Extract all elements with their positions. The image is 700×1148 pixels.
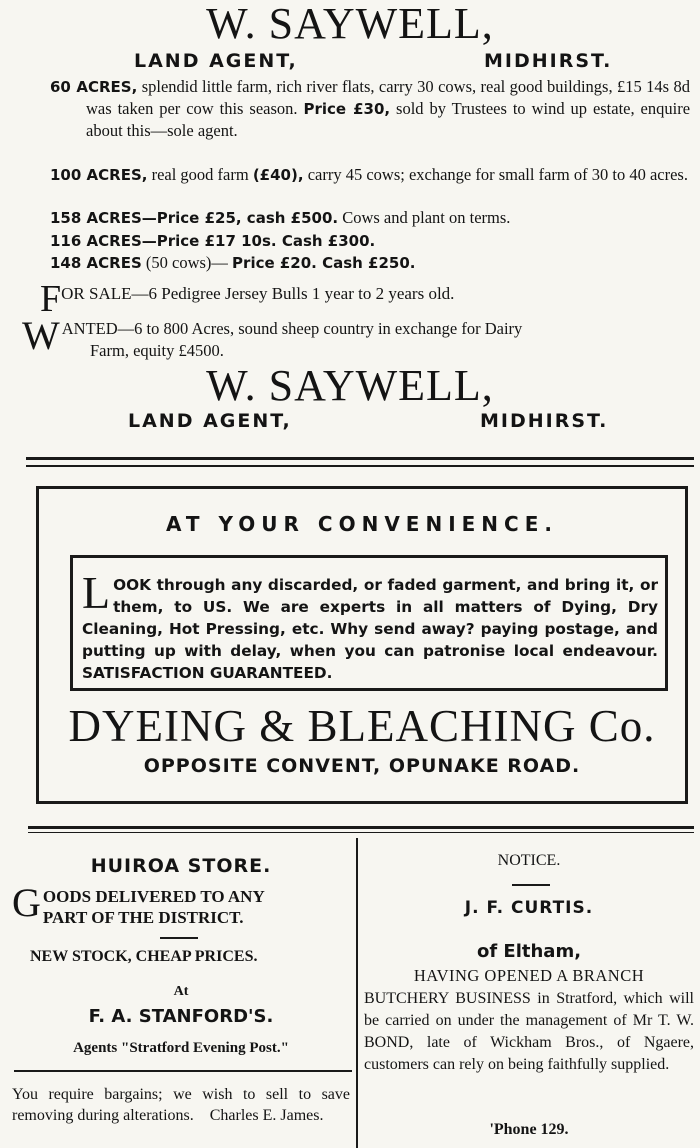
listing-116 (50, 230, 690, 252)
notice-of: of Eltham, (476, 941, 582, 962)
saywell-footer-place: MIDHIRST. (480, 410, 609, 432)
dyeing-body-text: OOK through any discarded, or faded garment, and bring it, or them, to US. We are experts in all matters of Dying, Dry Cleaning, Hot Pressing, etc. Why send away? paying postage, and putting up with delay, when you can patronise local endeavour. SATISFACTION GUARANTEED. (82, 576, 658, 682)
saywell-role: LAND AGENT, (134, 50, 298, 72)
listing-acres: 100 ACRES, (50, 166, 148, 184)
wanted-line-2: Farm, equity £4500. (90, 341, 224, 360)
listing-price: (£40), (252, 166, 304, 184)
separator-rule (26, 457, 694, 460)
listing-acres: 116 ACRES—Price £17 10s. Cash £300. (50, 232, 376, 250)
short-rule (160, 937, 198, 939)
dyeing-dropcap: L (82, 567, 111, 618)
bargains-ad (12, 1084, 350, 1126)
listing-text: Cows and plant on terms. (342, 208, 511, 227)
listing-acres: 158 ACRES—Price £25, cash £500. (50, 209, 339, 227)
huiroa-line-1: OODS DELIVERED TO ANY (42, 887, 265, 906)
notice-name: J. F. CURTIS. (464, 898, 594, 918)
separator-rule (14, 1070, 352, 1072)
listing-158 (50, 207, 690, 229)
dyeing-body (82, 567, 658, 684)
listing-100 (50, 164, 690, 186)
notice-heading: NOTICE. (497, 852, 561, 869)
listing-tail: carry 45 cows; exchange for small farm of 30 to 40 acres. (307, 165, 688, 184)
separator-rule (28, 832, 694, 833)
dyeing-company-name: DYEING & BLEACHING Co. (68, 701, 656, 751)
listing-text: splendid little farm, rich river flats, carry 30 cows, real good buildings, £15 14s 8d was taken per cow this season. (86, 77, 690, 118)
for-sale-dropcap: F (40, 278, 62, 320)
listing-text: (50 cows)— (145, 253, 228, 272)
listing-price: Price £20. Cash £250. (232, 254, 416, 272)
dyeing-address: OPPOSITE CONVENT, OPUNAKE ROAD. (143, 755, 581, 777)
separator-rule (28, 826, 694, 829)
listing-60 (50, 76, 690, 141)
notice-line-1: HAVING OPENED A BRANCH (413, 966, 645, 985)
saywell-place: MIDHIRST. (484, 50, 613, 72)
listing-tail: sold by Trustees to wind up estate, enquire about this—sole agent. (86, 99, 691, 140)
huiroa-owner: F. A. STANFORD'S. (88, 1006, 274, 1027)
for-sale-text: OR SALE—6 Pedigree Jersey Bulls 1 year to 2 years old. (61, 284, 455, 303)
wanted-notice (22, 313, 698, 362)
wanted-line-1: ANTED—6 to 800 Acres, sound sheep country in exchange for Dairy (61, 319, 523, 338)
for-sale-notice (40, 277, 454, 321)
separator-rule (26, 465, 694, 467)
huiroa-agents: Agents "Stratford Evening Post." (73, 1040, 289, 1056)
huiroa-at: At (173, 984, 189, 999)
listing-price: Price £30, (303, 100, 391, 118)
listing-148 (50, 252, 690, 274)
listing-acres: 148 ACRES (50, 254, 142, 272)
notice-body: BUTCHERY BUSINESS in Stratford, which will be carried on under the management of Mr T. W. BOND, late of Wickham Bros., of Ngaere, customers can rely on being faithfully supplied. (364, 990, 694, 1073)
notice-phone: 'Phone 129. (489, 1121, 569, 1138)
bargains-text: You require bargains; we wish to sell to save removing during alterations. (12, 1086, 350, 1124)
saywell-title: W. SAYWELL, (206, 0, 494, 48)
huiroa-goods (12, 880, 350, 928)
wanted-dropcap: W (22, 313, 60, 358)
huiroa-line-2: PART OF THE DISTRICT. (42, 908, 244, 927)
column-divider (356, 838, 358, 1148)
huiroa-line-3: NEW STOCK, CHEAP PRICES. (30, 948, 258, 965)
huiroa-title: HUIROA STORE. (90, 855, 272, 877)
listing-acres: 60 ACRES, (50, 78, 138, 96)
short-rule (512, 884, 550, 886)
saywell-footer-title: W. SAYWELL, (206, 361, 494, 410)
bargains-signature: Charles E. James. (209, 1107, 324, 1124)
huiroa-dropcap: G (12, 880, 41, 925)
saywell-footer-role: LAND AGENT, (128, 410, 292, 432)
listing-text: real good farm (151, 165, 249, 184)
dyeing-heading: AT YOUR CONVENIENCE. (166, 512, 558, 536)
